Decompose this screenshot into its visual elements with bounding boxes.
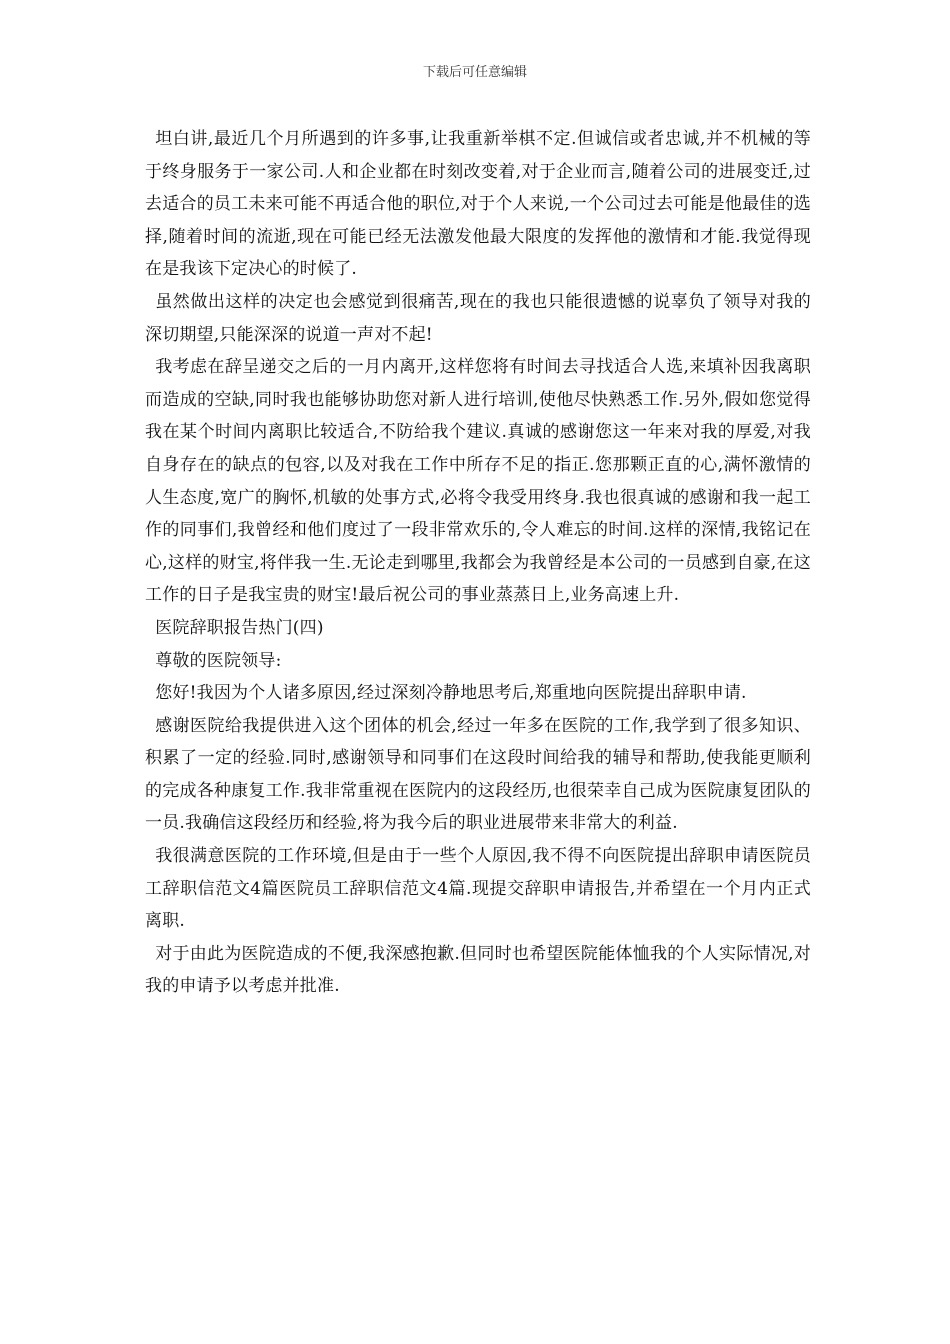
paragraph-resignation-request: 我很满意医院的工作环境,但是由于一些个人原因,我不得不向医院提出辞职申请医院员工辞职信范文4篇医院员工辞职信范文4篇.现提交辞职申请报告,并希望在一个月内正式离职.	[145, 846, 811, 932]
paragraph-closing: 对于由此为医院造成的不便,我深感抱歉.但同时也希望医院能体恤我的个人实际情况,对我的申请予以考虑并批准.	[145, 943, 811, 997]
page-header: 下载后可任意编辑	[422, 65, 527, 80]
salutation: 尊敬的医院领导:	[155, 650, 282, 671]
paragraph-reflection: 坦白讲,最近几个月所遇到的许多事,让我重新举棋不定.但诚信或者忠诚,并不机械的等于终身服务于一家公司.人和企业都在时刻改变着,对于企业而言,随着公司的进展变迁,过去适合的员工未来可能不再适合他的职位,对于个人来说,一个公司过去可能是他最佳的选择,随着时间的流逝,现在可能已经无法激发他最大限度的发挥他的激情和才能.我觉得现在是我该下定决心的时候了.	[145, 129, 811, 280]
paragraph-greeting: 您好!我因为个人诸多原因,经过深刻冷静地思考后,郑重地向医院提出辞职申请.	[155, 683, 747, 704]
paragraph-apology: 虽然做出这样的决定也会感觉到很痛苦,现在的我也只能很遗憾的说辜负了领导对我的深切期望,只能深深的说道一声对不起!	[145, 291, 811, 345]
section-heading: 医院辞职报告热门(四)	[155, 617, 324, 638]
paragraph-departure-plan: 我考虑在辞呈递交之后的一月内离开,这样您将有时间去寻找适合人选,来填补因我离职而造成的空缺,同时我也能够协助您对新人进行培训,使他尽快熟悉工作.另外,假如您觉得我在某个时间内离职比较适合,不防给我个建议.真诚的感谢您这一年来对我的厚爱,对我自身存在的缺点的包容,以及对我在工作中所存不足的指正.您那颗正直的心,满怀激情的人生态度,宽广的胸怀,机敏的处事方式,必将令我受用终身.我也很真诚的感谢和我一起工作的同事们,我曾经和他们度过了一段非常欢乐的,令人难忘的时间.这样的深情,我铭记在心,这样的财宝,将伴我一生.无论走到哪里,我都会为我曾经是本公司的一员感到自豪,在这工作的日子是我宝贵的财宝!最后祝公司的事业蒸蒸日上,业务高速上升.	[145, 357, 811, 606]
document-body	[145, 123, 811, 1003]
paragraph-gratitude: 感谢医院给我提供进入这个团体的机会,经过一年多在医院的工作,我学到了很多知识、积累了一定的经验.同时,感谢领导和同事们在这段时间给我的辅导和帮助,使我能更顺利的完成各种康复工作.我非常重视在医院内的这段经历,也很荣幸自己成为医院康复团队的一员.我确信这段经历和经验,将为我今后的职业进展带来非常大的利益.	[145, 715, 811, 834]
